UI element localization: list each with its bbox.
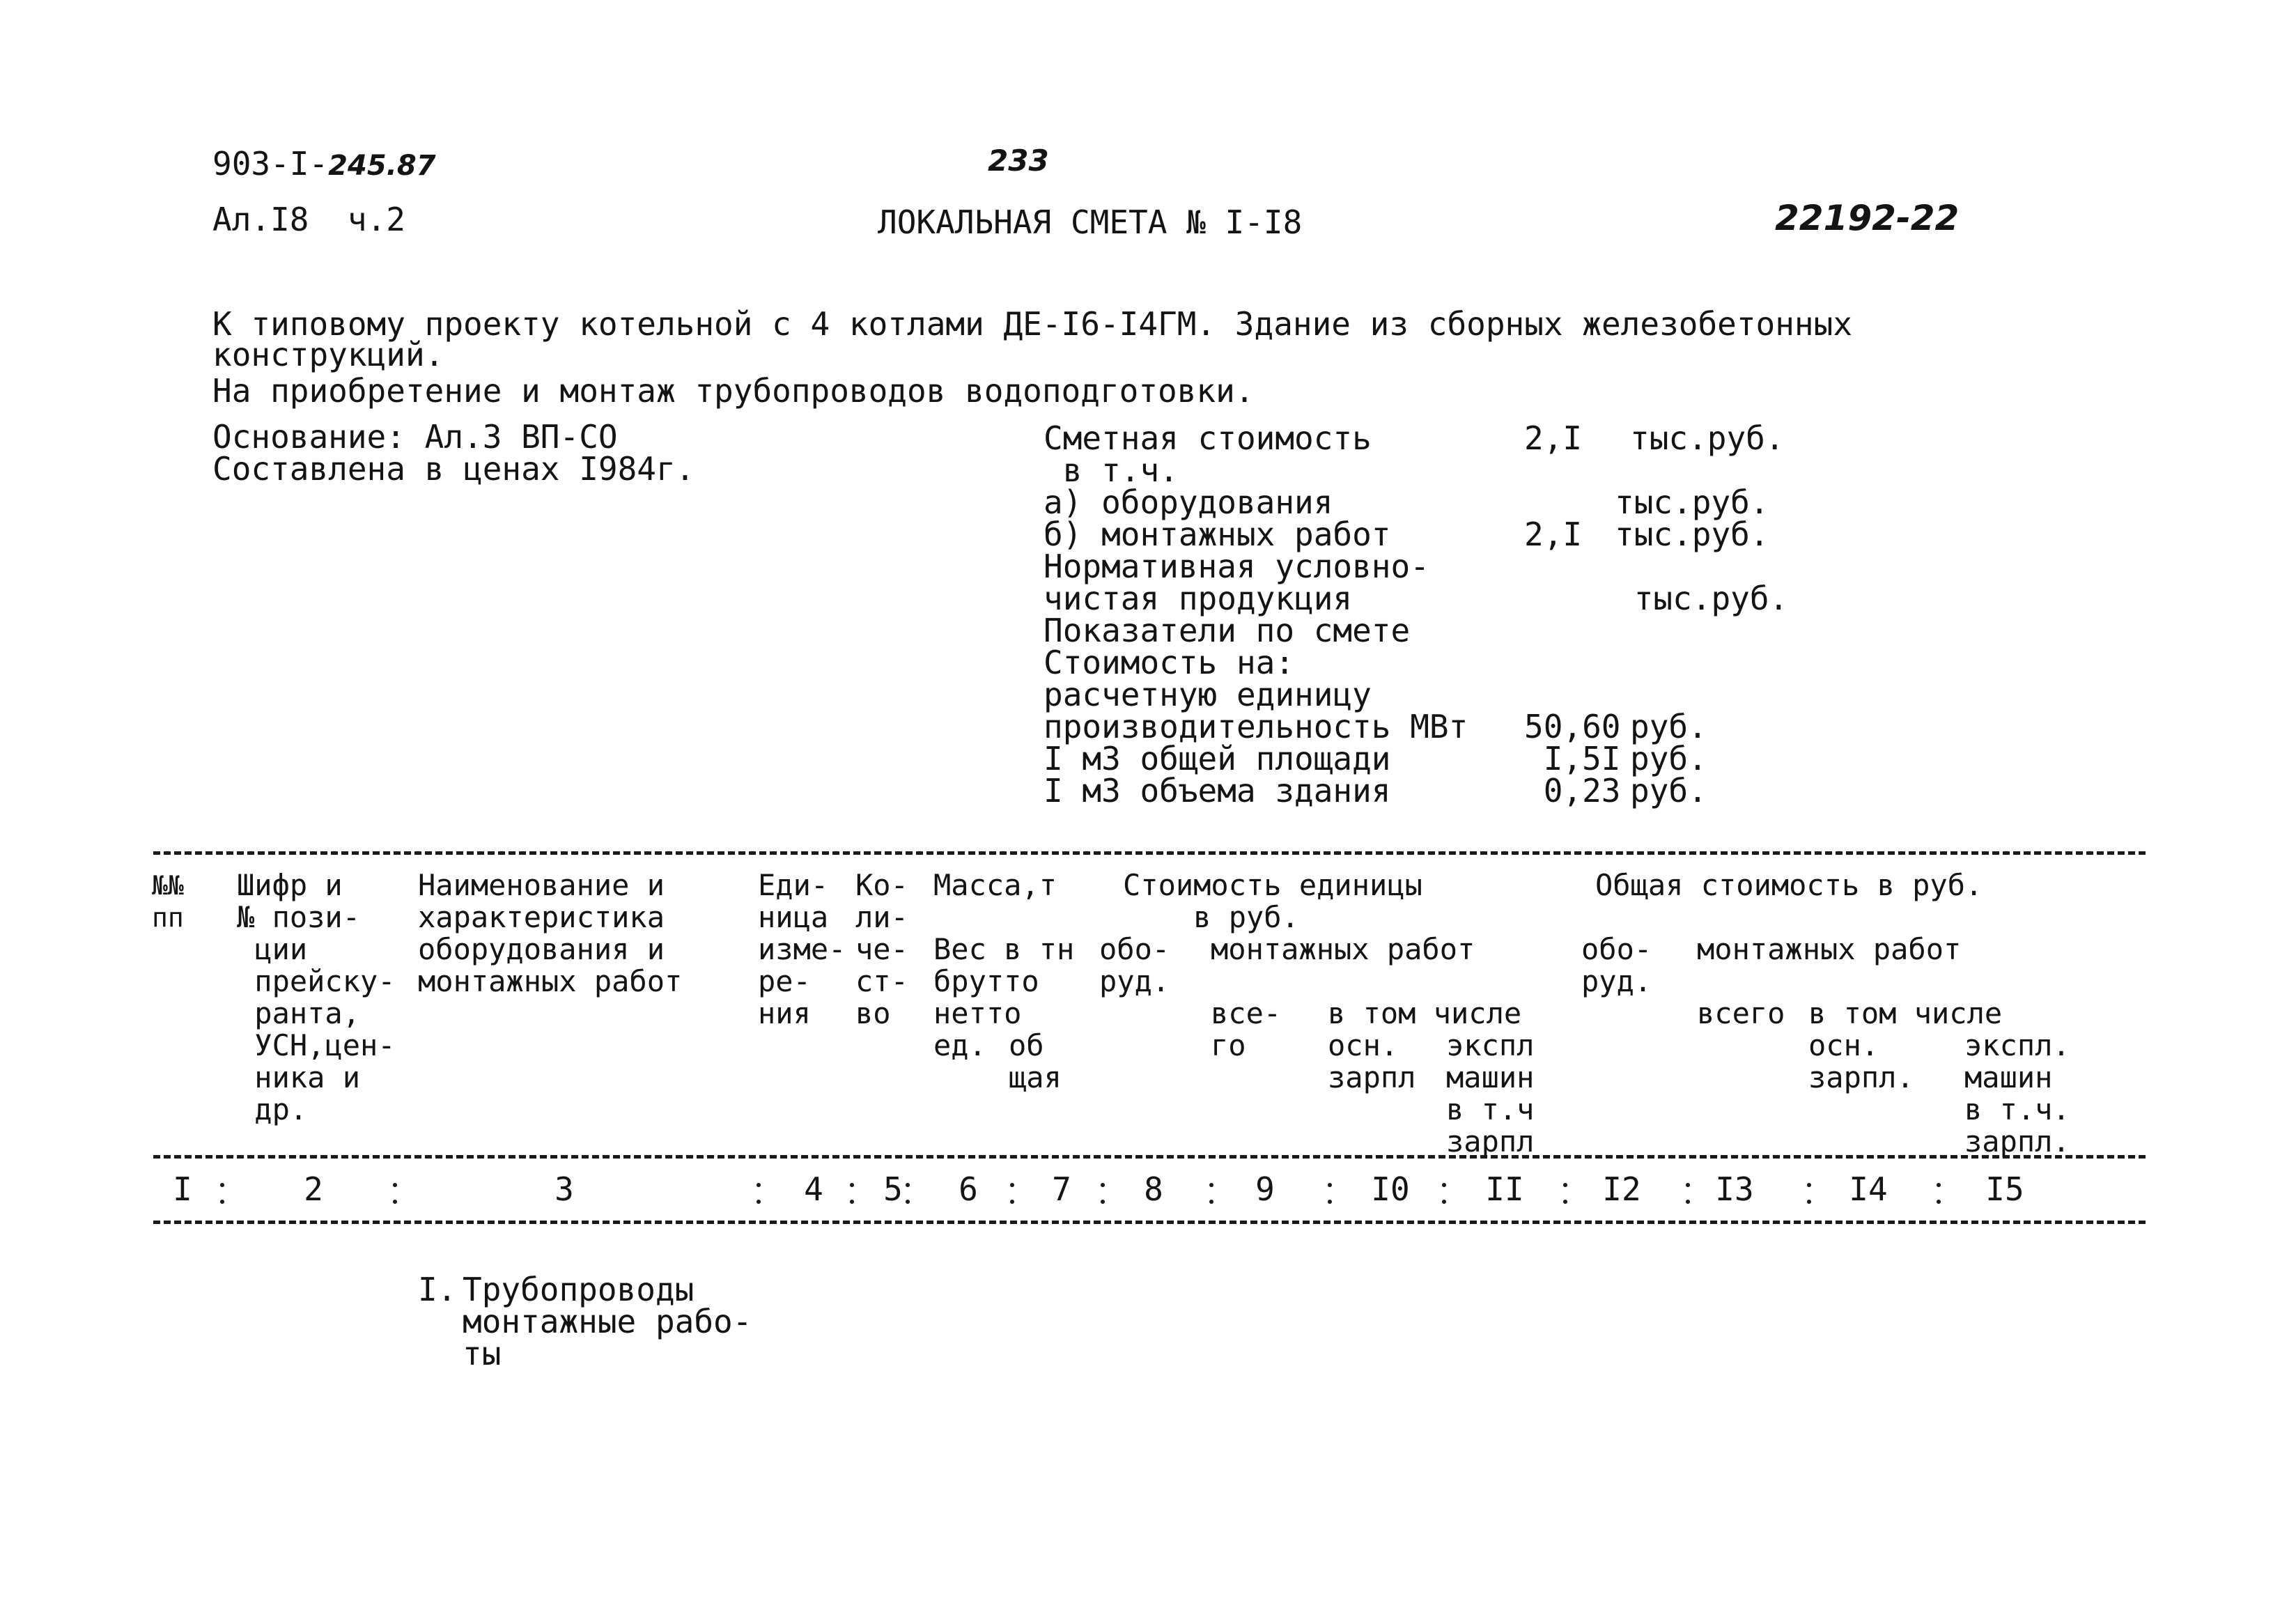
header-col-13: всего xyxy=(1697,996,1785,1030)
table-header-bottom-rule xyxy=(153,1155,2146,1159)
header-mass: Масса,т xyxy=(933,868,1057,902)
column-separator xyxy=(906,1183,910,1204)
header-col-6: ед. xyxy=(933,1028,986,1062)
section-number: I. xyxy=(418,1271,457,1308)
header-col-15: экспл. машин в т.ч. зарпл. xyxy=(1964,1028,2070,1159)
summary-value: 50,60 xyxy=(1524,708,1621,745)
summary-label: Стоимость на: xyxy=(1044,644,1295,681)
header-weight: Вес в тн брутто нетто xyxy=(933,932,1075,1030)
column-number: I0 xyxy=(1371,1170,1410,1208)
header-col-11: экспл машин в т.ч зарпл xyxy=(1446,1028,1535,1159)
header-mont-works-2: монтажных работ xyxy=(1697,932,1962,966)
summary-unit: руб. xyxy=(1630,772,1707,810)
summary-label: производительность МВт xyxy=(1044,708,1468,745)
column-separator xyxy=(1209,1183,1213,1204)
column-number: I xyxy=(173,1170,192,1208)
summary-label: чистая продукция xyxy=(1044,580,1353,617)
section-title: Трубопроводы монтажные рабо- ты xyxy=(463,1271,752,1372)
column-number: II xyxy=(1485,1170,1524,1208)
summary-label: в т.ч. xyxy=(1044,451,1179,489)
header-col-5: Ко- ли- че- ст- во xyxy=(855,868,908,1030)
album-ref: Ал.I8 ч.2 xyxy=(212,201,405,238)
intro-line-3: На приобретение и монтаж трубопроводов водоподготовки. xyxy=(212,372,1255,410)
column-separator xyxy=(1328,1183,1332,1204)
column-separator xyxy=(1101,1183,1105,1204)
intro-line-1: К типовому проекту котельной с 4 котлами ДЕ-I6-I4ГМ. Здание из сборных железобетонных xyxy=(212,305,1853,343)
column-number: I4 xyxy=(1849,1170,1888,1208)
summary-label: а) оборудования xyxy=(1044,483,1333,521)
summary-value: I,5I xyxy=(1524,740,1621,777)
intro-line-2: конструкций. xyxy=(212,336,444,373)
column-number: 6 xyxy=(959,1170,978,1208)
doc-code-printed: 903-I- xyxy=(212,145,329,183)
summary-label: I м3 общей площади xyxy=(1044,740,1391,777)
summary-unit: тыс.руб. xyxy=(1615,580,1789,617)
doc-code xyxy=(212,145,436,183)
header-col-7: об щая xyxy=(1009,1028,1062,1094)
header-col-4: Еди- ница изме- ре- ния xyxy=(758,868,846,1030)
page-title: ЛОКАЛЬНАЯ СМЕТА № I-I8 xyxy=(878,203,1303,241)
table-numbers-bottom-rule xyxy=(153,1221,2146,1224)
column-separator xyxy=(393,1183,397,1204)
column-numbers-row xyxy=(0,1170,2296,1212)
header-col-3: Наименование и характеристика оборудования и монтажных работ xyxy=(418,868,683,998)
column-number: 8 xyxy=(1144,1170,1163,1208)
column-separator xyxy=(1937,1183,1941,1204)
column-separator xyxy=(220,1183,224,1204)
summary-label: Сметная стоимость xyxy=(1044,419,1372,457)
column-number: I3 xyxy=(1715,1170,1754,1208)
basis-line-2: Составлена в ценах I984г. xyxy=(212,450,695,488)
summary-label: I м3 объема здания xyxy=(1044,772,1391,810)
column-separator xyxy=(1807,1183,1811,1204)
column-number: 9 xyxy=(1255,1170,1275,1208)
stamp-number: 22192-22 xyxy=(1775,198,1960,238)
header-col-10: осн. зарпл xyxy=(1328,1028,1416,1094)
column-separator xyxy=(1010,1183,1014,1204)
summary-label: расчетную единицу xyxy=(1044,676,1372,713)
summary-unit: руб. xyxy=(1630,740,1707,777)
page-number: 233 xyxy=(988,144,1049,178)
column-separator xyxy=(757,1183,761,1204)
header-col-2: Шифр и № пози- ции прейску- ранта, УСН,цен- ника и др. xyxy=(237,868,396,1126)
column-separator xyxy=(1686,1183,1690,1204)
summary-unit: тыс.руб. xyxy=(1630,419,1785,457)
header-col-14: осн. зарпл. xyxy=(1808,1028,1914,1094)
table-top-rule xyxy=(153,851,2146,855)
column-number: 5 xyxy=(883,1170,903,1208)
summary-value: 2,I xyxy=(1524,516,1583,553)
header-unit-cost: Стоимость единицы в руб. xyxy=(1123,868,1422,934)
summary-value: 2,I xyxy=(1524,419,1583,457)
column-number: 7 xyxy=(1052,1170,1071,1208)
column-number: 4 xyxy=(804,1170,823,1208)
doc-code-handwritten: 245.87 xyxy=(328,150,436,182)
header-col-12: обо- руд. xyxy=(1581,932,1652,998)
header-col-8: обо- руд. xyxy=(1099,932,1170,998)
header-mont-works: монтажных работ xyxy=(1211,932,1475,966)
header-in-that-2: в том числе xyxy=(1808,996,2003,1030)
header-total-cost: Общая стоимость в руб. xyxy=(1595,868,1983,902)
summary-label: Показатели по смете xyxy=(1044,612,1411,649)
column-separator xyxy=(850,1183,854,1204)
summary-value: 0,23 xyxy=(1524,772,1621,810)
column-number: 2 xyxy=(304,1170,323,1208)
column-number: I5 xyxy=(1985,1170,2024,1208)
summary-unit: руб. xyxy=(1630,708,1707,745)
column-separator xyxy=(1563,1183,1567,1204)
column-number: I2 xyxy=(1602,1170,1641,1208)
summary-unit: тыс.руб. xyxy=(1615,483,1769,521)
header-col-9: все- го xyxy=(1211,996,1282,1062)
summary-unit: тыс.руб. xyxy=(1615,516,1769,553)
basis-line-1: Основание: Ал.3 ВП-СО xyxy=(212,418,618,456)
summary-label: б) монтажных работ xyxy=(1044,516,1391,553)
column-separator xyxy=(1442,1183,1446,1204)
header-in-that: в том числе xyxy=(1328,996,1522,1030)
summary-label: Нормативная условно- xyxy=(1044,548,1429,585)
header-col-1: №№ пп xyxy=(152,870,184,933)
column-number: 3 xyxy=(554,1170,574,1208)
